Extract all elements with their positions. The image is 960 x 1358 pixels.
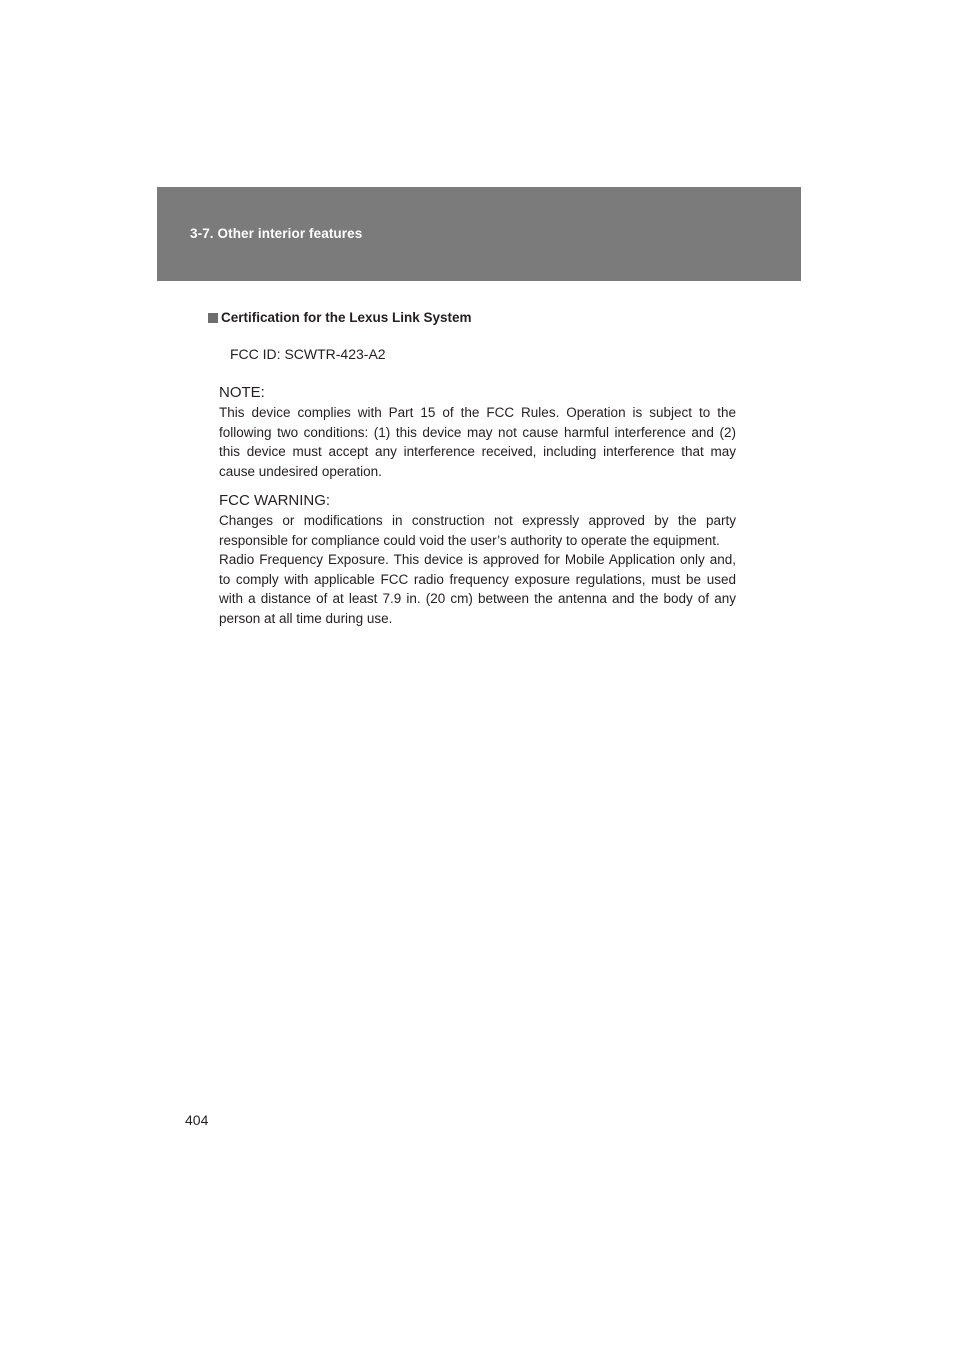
note-text: This device complies with Part 15 of the FCC Rules. Operation is subject to the following two conditions: (1) this device may not cause harmful interference and (2) this device must accept any interference received, including interference that may cause undesired operation. bbox=[219, 405, 736, 479]
warning-heading: FCC WARNING: bbox=[219, 492, 331, 509]
page-number: 404 bbox=[185, 1112, 209, 1128]
warning-block bbox=[219, 491, 736, 628]
warning-paragraph: Changes or modifications in construction not expressly approved by the party responsible for compliance could void the user’s authority to operate the equipment. bbox=[219, 513, 736, 548]
section-label: 3-7. Other interior features bbox=[190, 226, 363, 241]
square-bullet-icon bbox=[208, 313, 218, 323]
note-heading: NOTE: bbox=[219, 384, 265, 401]
subheading-text: Certification for the Lexus Link System bbox=[221, 310, 472, 325]
subheading bbox=[208, 310, 472, 325]
warning-paragraph: Radio Frequency Exposure. This device is approved for Mobile Application only and, to comply with applicable FCC radio frequency exposure regulations, must be used with a distance of at least 7.9 in. (20 cm) between the antenna and the body of any person at all time during use. bbox=[219, 552, 736, 626]
section-header-band bbox=[157, 187, 801, 281]
note-block bbox=[219, 383, 736, 481]
fcc-id: FCC ID: SCWTR-423-A2 bbox=[230, 346, 386, 362]
